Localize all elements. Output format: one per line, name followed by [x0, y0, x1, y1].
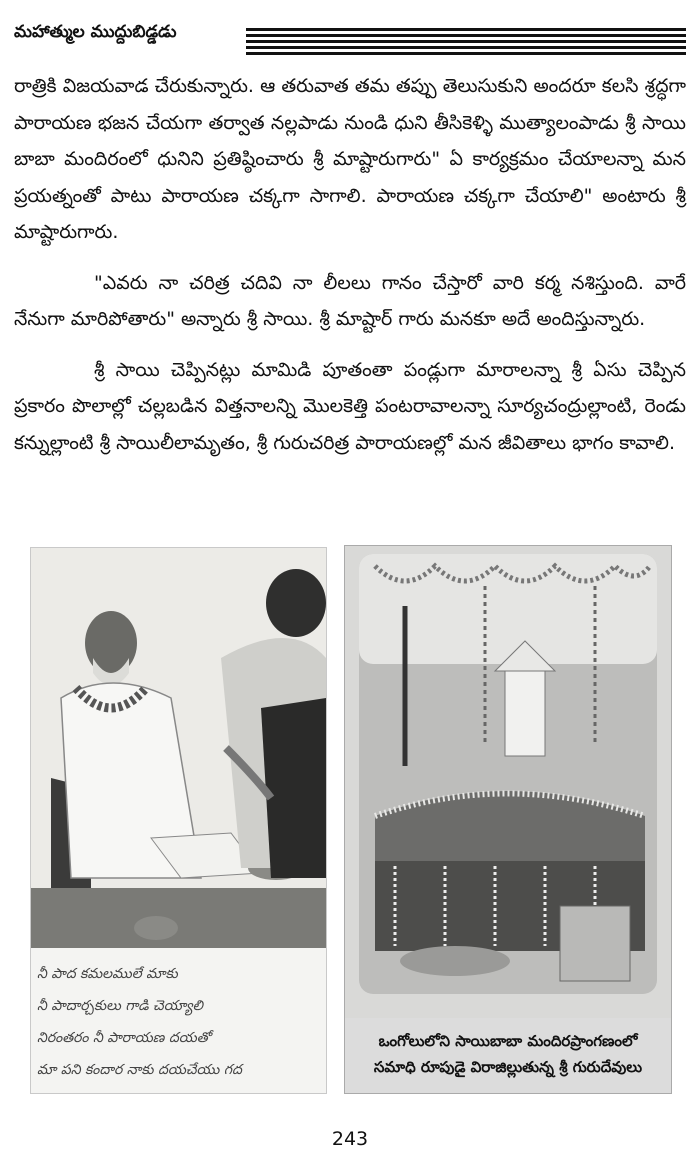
running-title: మహాత్ముల ముద్దుబిడ్డడు: [14, 22, 177, 42]
caption-line-2: సమాధి రూపుడై విరాజిల్లుతున్న శ్రీ గురుదేవులు: [373, 1058, 643, 1076]
header-rules: [246, 28, 686, 58]
header-rule: [246, 28, 686, 31]
handwriting-line-1: నీ పాద కమలములే మాకు: [37, 966, 178, 982]
handwritten-note: [37, 958, 321, 1086]
photo-guru-with-devotee: [30, 547, 327, 1094]
photo-samadhi-illustration: [345, 546, 671, 1018]
photo-guru-illustration: [31, 548, 326, 948]
body-text: [14, 68, 686, 475]
header-rule: [246, 46, 686, 49]
paragraph-2: "ఎవరు నా చరిత్ర చదివి నా లీలలు గానం చేస్తారో వారి కర్మ నశిస్తుంది. వారే నేనుగా మారిపోతారు" అన్నారు శ్రీ సాయి. శ్రీ మాష్టార్ గారు మనకూ అదే అందిస్తున్నారు.: [14, 271, 686, 330]
header-rule: [246, 52, 686, 55]
caption-line-1: ఒంగోలులోని సాయిబాబా మందిరప్రాంగణంలో: [378, 1032, 638, 1050]
photo-samadhi: [344, 545, 672, 1094]
photo-caption: [345, 1018, 671, 1093]
paragraph-1: రాత్రికి విజయవాడ చేరుకున్నారు. ఆ తరువాత తమ తప్పు తెలుసుకుని అందరూ కలసి శ్రద్ధగా పారాయణ భజన చేయగా తర్వాత నల్లపాడు నుండి ధుని తీసికెళ్ళి ముత్యాలంపాడు శ్రీ సాయి బాబా మందిరంలో ధునిని ప్రతిష్ఠించారు శ్రీ మాష్టారుగారు" ఏ కార్యక్రమం చేయాలన్నా మన ప్రయత్నంతో పాటు పారాయణ చక్కగా సాగాలి. పారాయణ చక్కగా చేయాలి" అంటారు శ్రీ మాష్టారుగారు.: [14, 75, 686, 243]
handwriting-line-2: నీ పాదార్చకులు గాడి చెయ్యాలి: [37, 998, 203, 1014]
paragraph-3: శ్రీ సాయి చెప్పినట్లు మామిడి పూతంతా పండ్లుగా మారాలన్నా శ్రీ ఏసు చెప్పిన ప్రకారం పొలాల్లో చల్లబడిన విత్తనాలన్ని మొలకెత్తి పంటరావాలన్నా సూర్యచంద్రుల్లాంటి, రెండు కన్నుల్లాంటి శ్రీ సాయిలీలామృతం, శ్రీ గురుచరిత్ర పారాయణల్లో మన జీవితాలు భాగం కావాలి.: [14, 358, 686, 454]
header-rule: [246, 40, 686, 43]
handwriting-line-4: మా పని కందార నాకు దయచేయు గద: [37, 1062, 242, 1078]
header-rule: [246, 34, 686, 37]
page-number: 243: [331, 1128, 369, 1150]
handwriting-line-3: నిరంతరం నీ పారాయణ దయతో: [37, 1030, 211, 1046]
page-header: [14, 16, 686, 60]
